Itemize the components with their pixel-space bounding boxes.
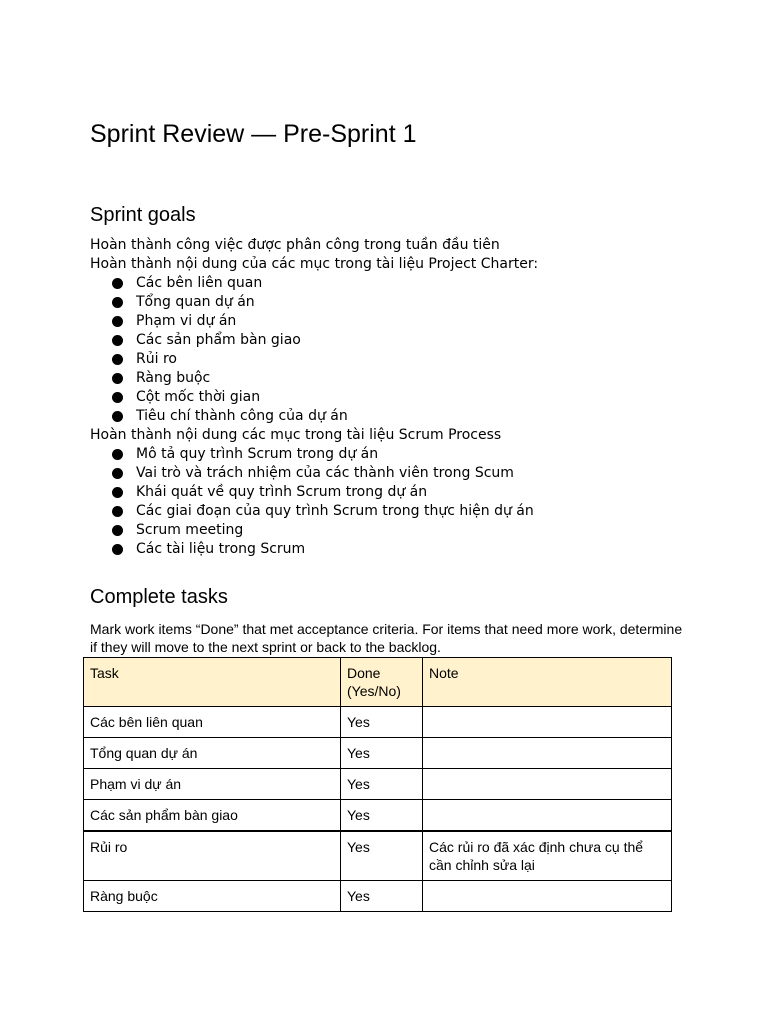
note-cell <box>423 738 672 769</box>
table-row <box>84 738 672 769</box>
table-row <box>84 831 672 881</box>
done-cell: Yes <box>341 881 423 912</box>
column-header-note: Note <box>423 658 672 707</box>
task-cell: Rủi ro <box>84 831 341 881</box>
bullet-icon <box>112 449 123 460</box>
bullet-icon <box>112 411 123 422</box>
list-item: Cột mốc thời gian <box>90 388 690 407</box>
bullet-icon <box>112 297 123 308</box>
bullet-icon <box>112 468 123 479</box>
bullet-icon <box>112 487 123 498</box>
complete-tasks-heading: Complete tasks <box>90 586 228 608</box>
task-cell: Các sản phẩm bàn giao <box>84 800 341 832</box>
table-row <box>84 707 672 738</box>
goal-line: Hoàn thành công việc được phân công trong tuần đầu tiên <box>90 237 500 253</box>
charter-items-list <box>90 274 690 426</box>
list-item: Mô tả quy trình Scrum trong dự án <box>90 445 690 464</box>
done-cell: Yes <box>341 831 423 881</box>
goal-line: Hoàn thành nội dung các mục trong tài liệu Scrum Process <box>90 427 502 443</box>
list-item: Các tài liệu trong Scrum <box>90 540 690 559</box>
table-row <box>84 881 672 912</box>
task-cell: Ràng buộc <box>84 881 341 912</box>
bullet-icon <box>112 316 123 327</box>
list-item: Vai trò và trách nhiệm của các thành viên trong Scum <box>90 464 690 483</box>
list-item: Các sản phẩm bàn giao <box>90 331 690 350</box>
note-cell: Các rủi ro đã xác định chưa cụ thể cần chỉnh sửa lại <box>423 831 672 881</box>
list-item: Tổng quan dự án <box>90 293 690 312</box>
sprint-goals-content <box>90 236 690 559</box>
bullet-icon <box>112 354 123 365</box>
bullet-icon <box>112 392 123 403</box>
list-item: Các bên liên quan <box>90 274 690 293</box>
bullet-icon <box>112 525 123 536</box>
bullet-icon <box>112 506 123 517</box>
column-header-done: Done (Yes/No) <box>341 658 423 707</box>
list-item: Các giai đoạn của quy trình Scrum trong thực hiện dự án <box>90 502 690 521</box>
tasks-intro: Mark work items “Done” that met acceptance criteria. For items that need more work, determine if they will move to the next sprint or back to the backlog. <box>90 621 683 655</box>
list-item: Rủi ro <box>90 350 690 369</box>
task-cell: Phạm vi dự án <box>84 769 341 800</box>
bullet-icon <box>112 373 123 384</box>
bullet-icon <box>112 278 123 289</box>
column-header-task: Task <box>84 658 341 707</box>
task-cell: Tổng quan dự án <box>84 738 341 769</box>
sprint-goals-heading: Sprint goals <box>90 204 196 226</box>
list-item: Khái quát về quy trình Scrum trong dự án <box>90 483 690 502</box>
done-cell: Yes <box>341 738 423 769</box>
bullet-icon <box>112 544 123 555</box>
bullet-icon <box>112 335 123 346</box>
done-cell: Yes <box>341 800 423 832</box>
list-item: Ràng buộc <box>90 369 690 388</box>
list-item: Phạm vi dự án <box>90 312 690 331</box>
note-cell <box>423 881 672 912</box>
tasks-table <box>83 657 672 912</box>
table-row <box>84 800 672 832</box>
table-header-row <box>84 658 672 707</box>
note-cell <box>423 769 672 800</box>
task-cell: Các bên liên quan <box>84 707 341 738</box>
list-item: Tiêu chí thành công của dự án <box>90 407 690 426</box>
list-item: Scrum meeting <box>90 521 690 540</box>
page-title: Sprint Review — Pre-Sprint 1 <box>90 120 417 148</box>
goal-line: Hoàn thành nội dung của các mục trong tài liệu Project Charter: <box>90 256 539 272</box>
note-cell <box>423 707 672 738</box>
done-cell: Yes <box>341 707 423 738</box>
note-cell <box>423 800 672 832</box>
done-cell: Yes <box>341 769 423 800</box>
table-row <box>84 769 672 800</box>
scrum-items-list <box>90 445 690 559</box>
